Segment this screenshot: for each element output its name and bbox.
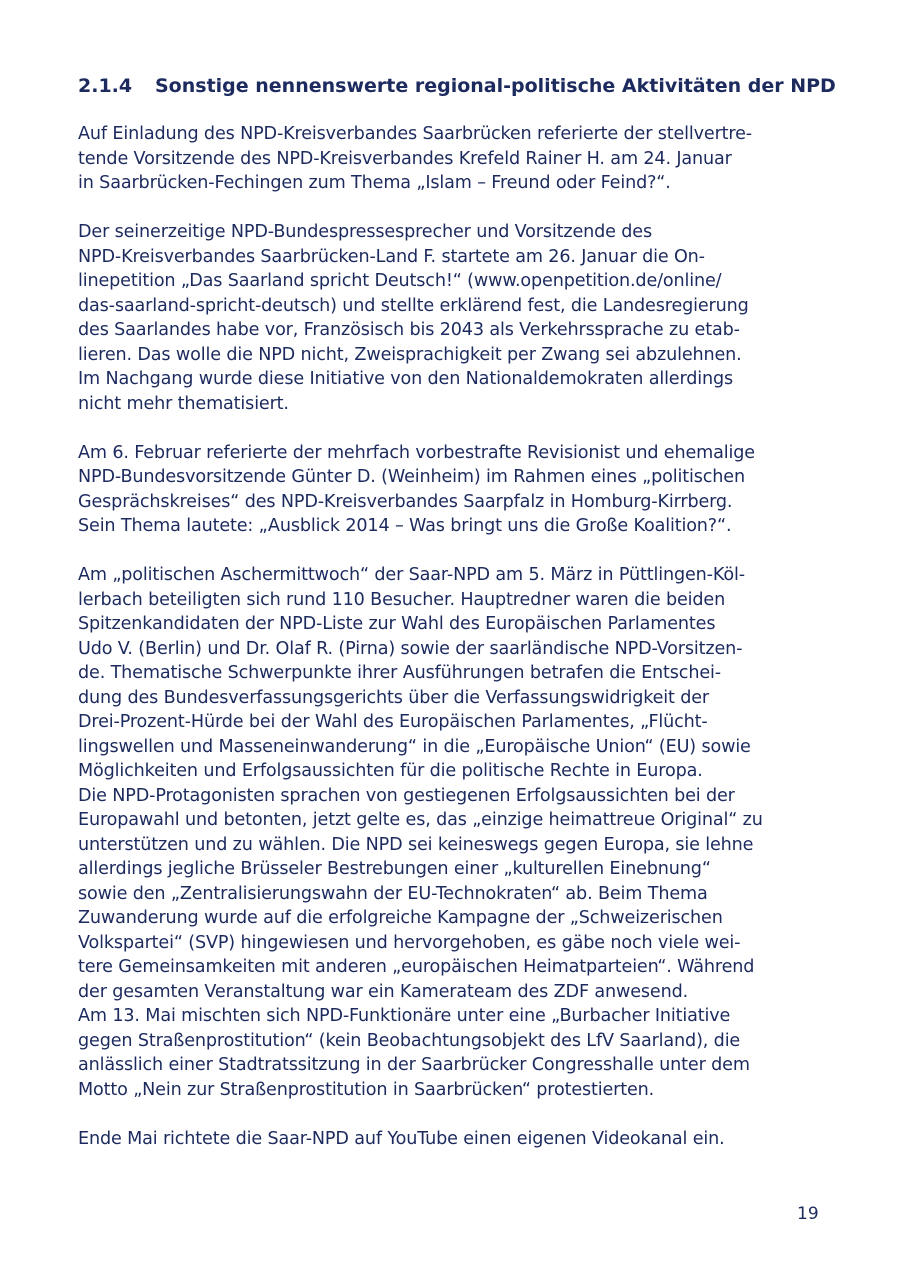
- text-line: Auf Einladung des NPD-Kreisverbandes Saarbrücken referierte der stellvertre-: [78, 124, 753, 144]
- paragraph: [78, 122, 838, 196]
- text-line: Udo V. (Berlin) und Dr. Olaf R. (Pirna) sowie der saarländische NPD-Vorsitzen-: [78, 638, 743, 659]
- text-line: Im Nachgang wurde diese Initiative von den Nationaldemokraten allerdings: [78, 369, 734, 389]
- text-line: dung des Bundesverfassungsgerichts über die Verfassungswidrigkeit der: [78, 687, 710, 708]
- text-line: lerbach beteiligten sich rund 110 Besucher. Hauptredner waren die beiden: [78, 589, 726, 610]
- text-line: gegen Straßenprostitution“ (kein Beobachtungsobjekt des LfV Saarland), die: [78, 1030, 741, 1051]
- text-line: Am 6. Februar referierte der mehrfach vorbestrafte Revisionist und ehemalige: [78, 442, 755, 463]
- text-line: tere Gemeinsamkeiten mit anderen „europäischen Heimatparteien“. Während: [78, 957, 755, 977]
- text-line: anlässlich einer Stadtratssitzung in der Saarbrücker Congresshalle unter dem: [78, 1055, 750, 1075]
- text-line: allerdings jegliche Brüsseler Bestrebungen einer „kulturellen Einebnung“: [78, 859, 711, 879]
- text-line: Am 13. Mai mischten sich NPD-Funktionäre unter eine „Burbacher Initiative: [78, 1006, 731, 1026]
- text-line: nicht mehr thematisiert.: [78, 393, 289, 414]
- section-heading: [78, 73, 858, 99]
- text-line: Europawahl und betonten, jetzt gelte es, das „einzige heimattreue Original“ zu: [78, 810, 763, 830]
- text-line: linepetition „Das Saarland spricht Deutsch!“ (www.openpetition.de/online/: [78, 271, 722, 291]
- text-line: der gesamten Veranstaltung war ein Kamerateam des ZDF anwesend.: [78, 981, 689, 1002]
- text-line: Möglichkeiten und Erfolgsaussichten für die politische Rechte in Europa.: [78, 761, 703, 781]
- text-line: Volkspartei“ (SVP) hingewiesen und hervorgehoben, es gäbe noch viele wei-: [78, 932, 741, 953]
- text-line: Gesprächskreises“ des NPD-Kreisverbandes Saarpfalz in Homburg-Kirrberg.: [78, 491, 733, 512]
- text-line: Am „politischen Aschermittwoch“ der Saar-NPD am 5. März in Püttlingen-Köl-: [78, 565, 745, 585]
- text-line: lieren. Das wolle die NPD nicht, Zweisprachigkeit per Zwang sei abzulehnen.: [78, 344, 742, 365]
- body-text: [78, 122, 838, 1176]
- text-line: Zuwanderung wurde auf die erfolgreiche Kampagne der „Schweizerischen: [78, 908, 723, 928]
- text-line: lingswellen und Masseneinwanderung“ in die „Europäische Union“ (EU) sowie: [78, 736, 751, 757]
- section-number: 2.1.4: [78, 75, 133, 97]
- text-line: NPD-Bundesvorsitzende Günter D. (Weinheim) im Rahmen eines „politischen: [78, 467, 745, 487]
- text-line: unterstützen und zu wählen. Die NPD sei keineswegs gegen Europa, sie lehne: [78, 834, 754, 855]
- text-line: des Saarlandes habe vor, Französisch bis 2043 als Verkehrssprache zu etab-: [78, 320, 740, 340]
- paragraph: [78, 563, 838, 1102]
- text-line: das-saarland-spricht-deutsch) und stellte erklärend fest, die Landesregierung: [78, 295, 749, 316]
- text-line: Der seinerzeitige NPD-Bundespressesprecher und Vorsitzende des: [78, 222, 652, 242]
- text-line: Ende Mai richtete die Saar-NPD auf YouTube einen eigenen Videokanal ein.: [78, 1128, 725, 1149]
- paragraph: [78, 1127, 838, 1152]
- text-line: sowie den „Zentralisierungswahn der EU-Technokraten“ ab. Beim Thema: [78, 883, 708, 904]
- paragraph: [78, 220, 838, 416]
- text-line: tende Vorsitzende des NPD-Kreisverbandes Krefeld Rainer H. am 24. Januar: [78, 148, 732, 169]
- paragraph: [78, 441, 838, 539]
- text-line: Spitzenkandidaten der NPD-Liste zur Wahl des Europäischen Parlamentes: [78, 614, 716, 634]
- page-number: 19: [797, 1204, 819, 1224]
- text-line: NPD-Kreisverbandes Saarbrücken-Land F. startete am 26. Januar die On-: [78, 246, 705, 267]
- section-title: Sonstige nennenswerte regional-politische Aktivitäten der NPD: [155, 75, 836, 97]
- text-line: Die NPD-Protagonisten sprachen von gestiegenen Erfolgsaussichten bei der: [78, 785, 735, 806]
- text-line: Sein Thema lautete: „Ausblick 2014 – Was bringt uns die Große Koalition?“.: [78, 516, 732, 536]
- text-line: de. Thematische Schwerpunkte ihrer Ausführungen betrafen die Entschei-: [78, 663, 721, 683]
- text-line: in Saarbrücken-Fechingen zum Thema „Islam – Freund oder Feind?“.: [78, 173, 671, 193]
- text-line: Motto „Nein zur Straßenprostitution in Saarbrücken“ protestierten.: [78, 1079, 655, 1100]
- text-line: Drei-Prozent-Hürde bei der Wahl des Europäischen Parlamentes, „Flücht-: [78, 712, 708, 732]
